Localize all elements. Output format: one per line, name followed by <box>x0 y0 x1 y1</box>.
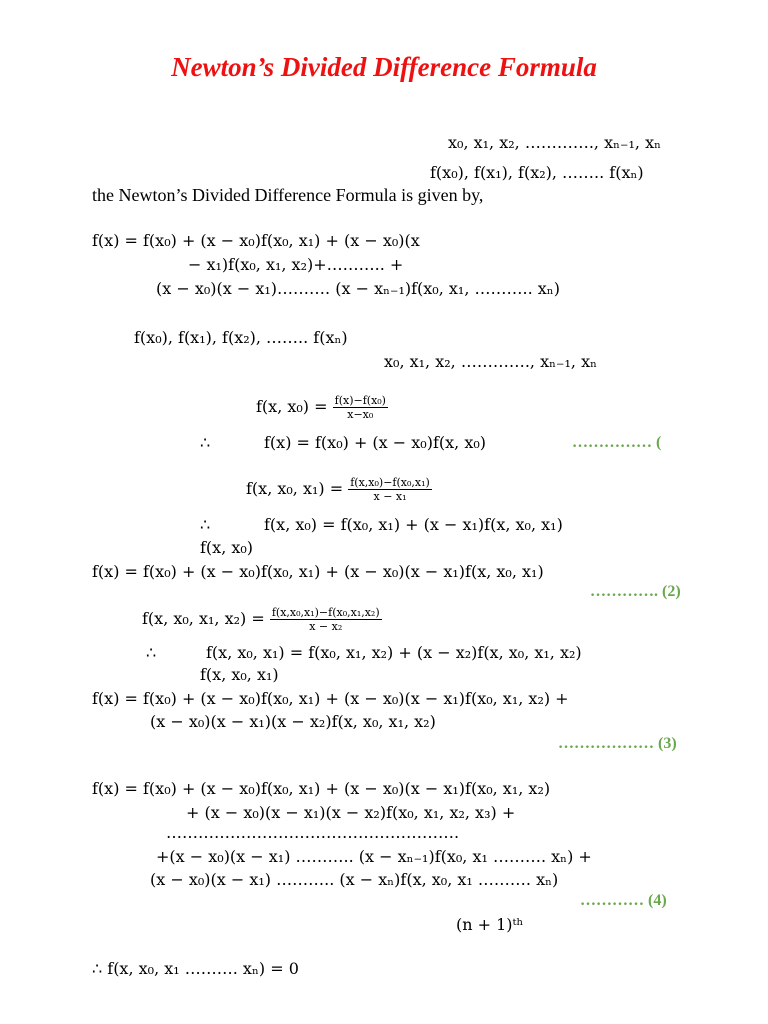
equation-tag-4: ………… (4) <box>580 892 667 909</box>
nth-order-line-4: +(x − x₀)(x − x₁) ……….. (x − xₙ₋₁)f(x₀, x₁ ………. xₙ) + <box>156 847 592 866</box>
second-order-numerator: f(x,x₀)−f(x₀,x₁) <box>350 476 430 489</box>
second-order-result: f(x, x₀) = f(x₀, x₁) + (x − x₁)f(x, x₀, x₁) <box>264 515 563 534</box>
second-order-denominator: x − x₁ <box>373 490 407 503</box>
therefore-symbol-1: ∴ <box>200 433 211 452</box>
equation-tag-2: …………. (2) <box>590 583 681 600</box>
points-fx-list: f(x₀), f(x₁), f(x₂), …….. f(xₙ) <box>430 163 644 182</box>
third-order-fraction <box>270 606 382 633</box>
conclusion-equation: ∴ f(x, x₀, x₁ ………. xₙ) = 0 <box>92 959 299 978</box>
fx-values-list: f(x₀), f(x₁), f(x₂), …….. f(xₙ) <box>134 328 348 347</box>
first-order-lhs: f(x, x₀) = <box>256 397 328 416</box>
third-order-denominator: x − x₂ <box>309 620 343 633</box>
nth-order-line-3: ………………………………………………. <box>166 823 460 842</box>
second-order-substitute: f(x, x₀) <box>200 538 254 557</box>
third-order-definition <box>142 606 382 633</box>
therefore-symbol-2: ∴ <box>200 515 211 534</box>
first-order-result: f(x) = f(x₀) + (x − x₀)f(x, x₀) <box>264 433 486 452</box>
nth-order-line-5: (x − x₀)(x − x₁) ……….. (x − xₙ)f(x, x₀, x₁ ………. xₙ) <box>150 870 559 889</box>
first-order-numerator: f(x)−f(x₀) <box>334 394 386 407</box>
second-order-lhs: f(x, x₀, x₁) = <box>246 479 344 498</box>
general-formula-line-1: f(x) = f(x₀) + (x − x₀)f(x₀, x₁) + (x − x₀)(x <box>92 231 420 250</box>
page-title: Newton’s Divided Difference Formula <box>171 52 597 82</box>
third-order-formula-line-2: (x − x₀)(x − x₁)(x − x₂)f(x, x₀, x₁, x₂) <box>150 712 436 731</box>
nth-order-line-1: f(x) = f(x₀) + (x − x₀)f(x₀, x₁) + (x − x₀)(x − x₁)f(x₀, x₁, x₂) <box>92 779 551 798</box>
points-x-list: x₀, x₁, x₂, …………., xₙ₋₁, xₙ <box>448 133 662 152</box>
third-order-formula-line-1: f(x) = f(x₀) + (x − x₀)f(x₀, x₁) + (x − x₀)(x − x₁)f(x₀, x₁, x₂) + <box>92 689 569 708</box>
x-values-list: x₀, x₁, x₂, …………., xₙ₋₁, xₙ <box>384 352 598 371</box>
second-order-fraction <box>348 476 432 503</box>
first-order-definition <box>256 394 388 421</box>
general-formula-line-3: (x − x₀)(x − x₁)………. (x − xₙ₋₁)f(x₀, x₁, ……….. xₙ) <box>156 279 560 298</box>
third-order-lhs: f(x, x₀, x₁, x₂) = <box>142 609 265 628</box>
nth-order-line-2: + (x − x₀)(x − x₁)(x − x₂)f(x₀, x₁, x₂, x₃) + <box>186 803 516 822</box>
third-order-substitute: f(x, x₀, x₁) <box>200 665 279 684</box>
equation-tag-1: …………… ( <box>572 434 662 451</box>
third-order-result: f(x, x₀, x₁) = f(x₀, x₁, x₂) + (x − x₂)f(x, x₀, x₁, x₂) <box>206 643 582 662</box>
order-label: (n + 1)ᵗʰ <box>456 915 524 934</box>
intro-sentence: the Newton’s Divided Difference Formula is given by, <box>92 185 484 205</box>
equation-tag-3: ……………… (3) <box>558 735 677 752</box>
second-order-formula: f(x) = f(x₀) + (x − x₀)f(x₀, x₁) + (x − x₀)(x − x₁)f(x, x₀, x₁) <box>92 562 544 581</box>
second-order-definition <box>246 476 432 503</box>
third-order-numerator: f(x,x₀,x₁)−f(x₀,x₁,x₂) <box>271 606 380 619</box>
therefore-symbol-3: ∴ <box>146 643 157 662</box>
general-formula-line-2: − x₁)f(x₀, x₁, x₂)+……….. + <box>188 255 404 274</box>
first-order-denominator: x−x₀ <box>347 408 374 421</box>
first-order-fraction <box>333 394 388 421</box>
